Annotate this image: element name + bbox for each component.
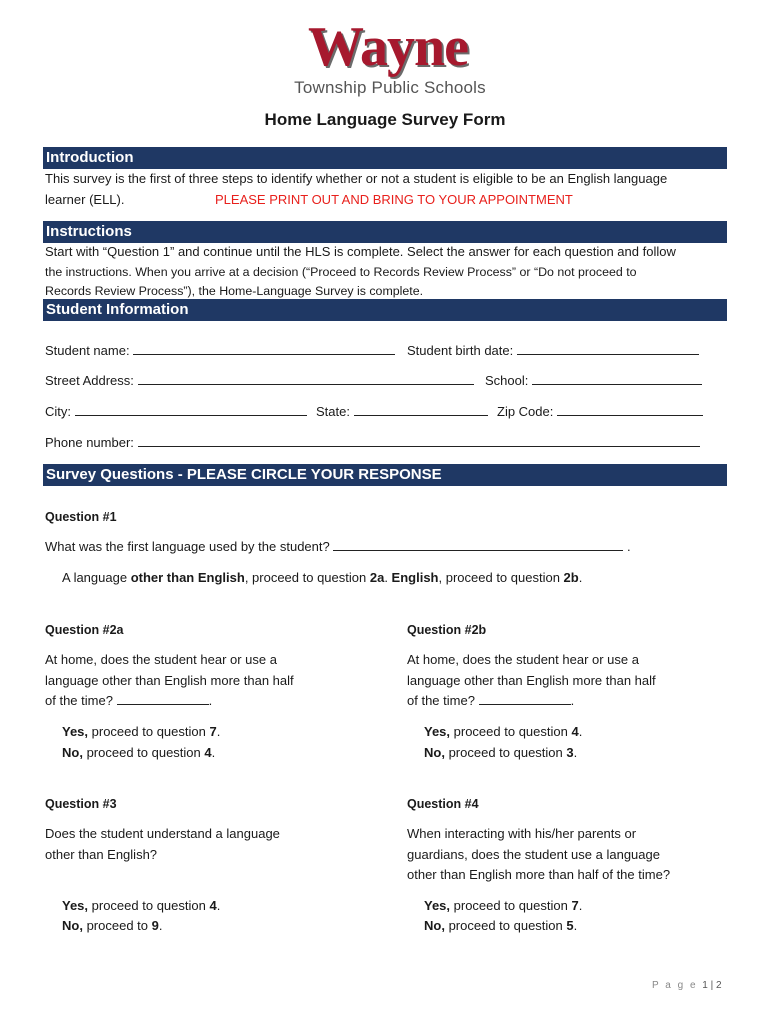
q2b-yes-label: Yes, — [424, 724, 451, 739]
q2a-line-2: language other than English more than half — [45, 673, 294, 688]
page-total: 2 — [716, 980, 722, 991]
q3-yes-end: . — [216, 898, 221, 913]
q2a-no[interactable] — [62, 743, 215, 763]
q3-line-2: other than English? — [45, 847, 158, 862]
q1-option-b-end: . — [578, 570, 583, 585]
q2b-yes[interactable] — [424, 722, 582, 742]
q4-no-label: No, — [424, 918, 445, 933]
q1-options — [62, 568, 582, 588]
q2a-no-label: No, — [62, 745, 83, 760]
q1-option-a-mid: , proceed to question — [244, 570, 370, 585]
logo-subtitle: Township Public Schools — [294, 78, 486, 97]
q4-line-3: other than English more than half of the time? — [407, 867, 671, 882]
q2a-line-3-text: of the time? — [45, 693, 113, 708]
q3-line-1: Does the student understand a language — [45, 826, 280, 841]
q3-no-target: 9 — [151, 918, 159, 933]
q1-end: . — [626, 539, 631, 554]
birth-date-label: Student birth date: — [407, 343, 514, 358]
street-label: Street Address: — [45, 373, 134, 388]
q2b-yes-end: . — [578, 724, 583, 739]
student-info-heading: Student Information — [43, 299, 727, 321]
q2b-label: Question #2b — [407, 623, 487, 637]
state-field[interactable] — [354, 402, 488, 416]
school-label: School: — [485, 373, 529, 388]
q2b-no-text: proceed to question — [444, 745, 567, 760]
q3-no-label: No, — [62, 918, 83, 933]
q1-label: Question #1 — [45, 510, 117, 524]
birth-date-row — [407, 341, 699, 361]
state-row — [316, 402, 488, 422]
q4-yes-target: 7 — [571, 898, 579, 913]
intro-line-1: This survey is the first of three steps to identify whether or not a student is eligible to be an English language — [45, 171, 668, 186]
q4-yes-label: Yes, — [424, 898, 451, 913]
zip-row — [497, 402, 703, 422]
q3-yes-label: Yes, — [62, 898, 89, 913]
state-label: State: — [316, 404, 350, 419]
q4-label: Question #4 — [407, 797, 479, 811]
q1-option-a-target: 2a — [369, 570, 385, 585]
q3-yes-target: 4 — [209, 898, 217, 913]
school-logo — [270, 12, 510, 102]
q3-no[interactable] — [62, 916, 162, 936]
q2a-yes[interactable] — [62, 722, 220, 742]
q2a-no-target: 4 — [204, 745, 212, 760]
instructions-heading: Instructions — [43, 221, 727, 243]
page-word: P a g e — [652, 980, 703, 991]
q4-no-text: proceed to question — [444, 918, 567, 933]
q3-label: Question #3 — [45, 797, 117, 811]
q4-no[interactable] — [424, 916, 577, 936]
zip-field[interactable] — [557, 402, 703, 416]
q2b-answer-field[interactable] — [479, 691, 571, 705]
q1-option-sep: . — [384, 570, 392, 585]
survey-heading: Survey Questions - PLEASE CIRCLE YOUR RESPONSE — [43, 464, 727, 486]
q2a-yes-label: Yes, — [62, 724, 89, 739]
q4-yes[interactable] — [424, 896, 582, 916]
q2a-line-3-end: . — [208, 693, 213, 708]
q2b-no[interactable] — [424, 743, 577, 763]
zip-label: Zip Code: — [497, 404, 554, 419]
q2a-answer-field[interactable] — [117, 691, 209, 705]
q4-line-1: When interacting with his/her parents or — [407, 826, 637, 841]
intro-line-2: learner (ELL). — [45, 192, 125, 207]
phone-label: Phone number: — [45, 435, 134, 450]
introduction-heading: Introduction — [43, 147, 727, 169]
q3-yes-text: proceed to question — [88, 898, 210, 913]
q2a-yes-end: . — [216, 724, 221, 739]
q4-no-target: 5 — [566, 918, 574, 933]
q2b-no-target: 3 — [566, 745, 574, 760]
city-field[interactable] — [75, 402, 307, 416]
page-footer — [652, 980, 722, 991]
q3-yes[interactable] — [62, 896, 220, 916]
q1-answer-field[interactable] — [333, 537, 623, 551]
q2b-no-end: . — [573, 745, 578, 760]
q2a-line-1: At home, does the student hear or use a — [45, 652, 277, 667]
school-field[interactable] — [532, 371, 702, 385]
form-title: Home Language Survey Form — [264, 110, 506, 129]
street-row — [45, 371, 474, 391]
birth-date-field[interactable] — [517, 341, 699, 355]
q1-option-b-mid: , proceed to question — [438, 570, 564, 585]
q2a-no-end: . — [211, 745, 216, 760]
q2b-line-3 — [407, 691, 574, 711]
q4-yes-text: proceed to question — [450, 898, 572, 913]
logo-wordmark: Wayne — [308, 16, 468, 78]
q2b-line-1: At home, does the student hear or use a — [407, 652, 639, 667]
q4-yes-end: . — [578, 898, 583, 913]
q2b-line-3-text: of the time? — [407, 693, 475, 708]
q1-option-b-bold[interactable]: English — [391, 570, 439, 585]
q2a-no-text: proceed to question — [82, 745, 205, 760]
print-notice: PLEASE PRINT OUT AND BRING TO YOUR APPOINTMENT — [215, 192, 573, 207]
student-name-field[interactable] — [133, 341, 395, 355]
page-number: 1 — [702, 980, 708, 991]
q1-option-b-target: 2b — [563, 570, 579, 585]
phone-field[interactable] — [138, 433, 700, 447]
q2b-yes-text: proceed to question — [450, 724, 572, 739]
q1-text: What was the first language used by the student? — [45, 539, 330, 554]
instructions-line-1: Start with “Question 1” and continue until the HLS is complete. Select the answer for each question and follow — [45, 244, 676, 259]
instructions-line-3: Records Review Process”), the Home-Language Survey is complete. — [45, 284, 424, 298]
q3-no-end: . — [158, 918, 163, 933]
q2b-line-2: language other than English more than half — [407, 673, 656, 688]
q2b-line-3-end: . — [570, 693, 575, 708]
phone-row — [45, 433, 700, 453]
q2a-line-3 — [45, 691, 212, 711]
q1-option-a-bold[interactable]: other than English — [130, 570, 245, 585]
q4-line-2: guardians, does the student use a language — [407, 847, 660, 862]
street-field[interactable] — [138, 371, 474, 385]
student-name-label: Student name: — [45, 343, 130, 358]
q2b-no-label: No, — [424, 745, 445, 760]
q1-option-a-prefix: A language — [62, 570, 131, 585]
student-name-row — [45, 341, 395, 361]
instructions-line-2: the instructions. When you arrive at a decision (“Proceed to Records Review Process” or “Do not proceed to — [45, 265, 637, 279]
page-sep: | — [707, 980, 717, 991]
q2a-yes-target: 7 — [209, 724, 217, 739]
q2b-yes-target: 4 — [571, 724, 579, 739]
q3-no-text: proceed to — [82, 918, 152, 933]
q4-no-end: . — [573, 918, 578, 933]
city-row — [45, 402, 307, 422]
q2a-label: Question #2a — [45, 623, 124, 637]
q1-question — [45, 537, 631, 557]
school-row — [485, 371, 702, 391]
city-label: City: — [45, 404, 71, 419]
q2a-yes-text: proceed to question — [88, 724, 210, 739]
